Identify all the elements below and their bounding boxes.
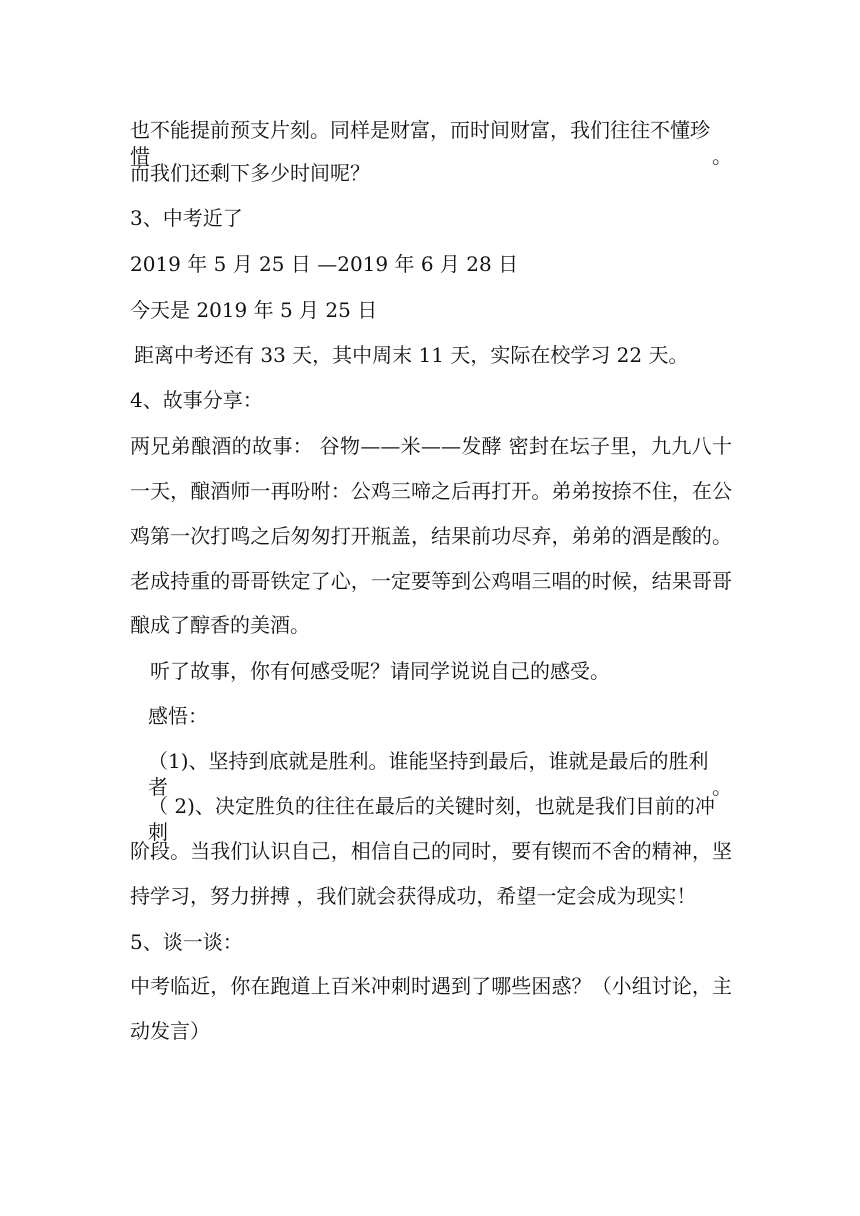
paragraph-line: 鸡第一次打鸣之后匆匆打开瓶盖，结果前功尽弃，弟弟的酒是酸的。 [130,524,732,548]
paragraph-line: 阶段。当我们认识自己，相信自己的同时，要有锲而不舍的精神，坚 [130,839,732,863]
paragraph-line: 一天，酿酒师一再吩咐：公鸡三啼之后再打开。弟弟按捺不住，在公 [130,479,732,503]
paragraph-line: 酿成了醇香的美酒。 [130,613,310,637]
paragraph-line: 也不能提前预支片刻。同样是财富，而时间财富，我们往往不懂珍惜。 [130,118,732,168]
date-range: 2019 年 5 月 25 日 —2019 年 6 月 28 日 [130,252,519,276]
paragraph-line: 听了故事，你有何感受呢？请同学说说自己的感受。 [150,659,610,683]
section-heading: 4、故事分享： [130,388,263,412]
paragraph-line: 而我们还剩下多少时间呢？ [130,161,370,185]
paragraph-line: 持学习，努力拼搏 ，我们就会获得成功，希望一定会成为现实！ [130,884,697,908]
section-heading: 5、谈一谈： [130,930,243,954]
paragraph-line: 中考临近，你在跑道上百米冲刺时遇到了哪些困惑？（小组讨论，主 [130,974,732,998]
list-item: （1)、坚持到底就是胜利。谁能坚持到最后，谁就是最后的胜利者。 [148,749,732,799]
today-date: 今天是 2019 年 5 月 25 日 [130,298,378,322]
paragraph-line: 老成持重的哥哥铁定了心，一定要等到公鸡唱三唱的时候，结果哥哥 [130,569,732,593]
countdown-text: 距离中考还有 33 天，其中周末 11 天，实际在校学习 22 天。 [134,343,689,367]
section-heading: 3、中考近了 [130,206,243,230]
paragraph-line: 两兄弟酿酒的故事： 谷物——米——发酵 密封在坛子里，九九八十 [130,434,732,458]
subheading: 感悟： [148,704,208,728]
list-item: （ 2)、决定胜负的往往在最后的关键时刻，也就是我们目前的冲刺 [148,794,715,844]
paragraph-line: 动发言） [130,1019,210,1043]
